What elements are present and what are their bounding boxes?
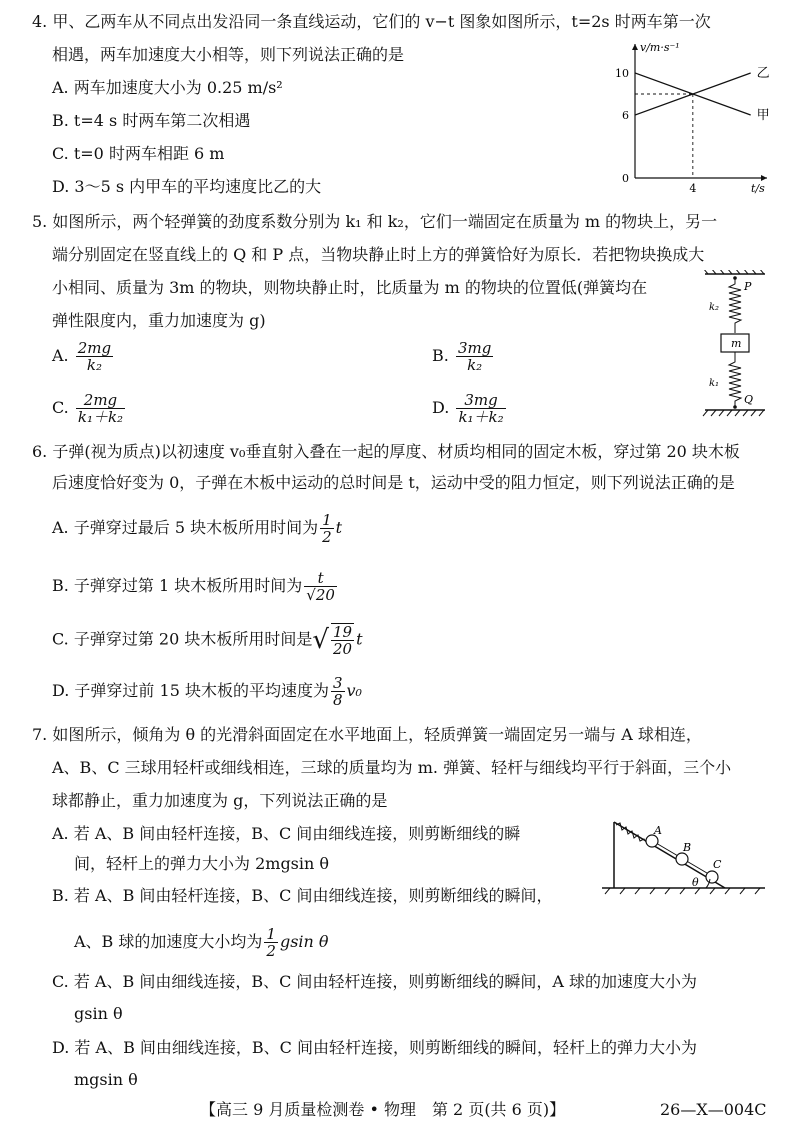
y-axis-label: v/m·s⁻¹ [640,41,680,54]
q4-option-c: C. t=0 时两车相距 6 m [52,144,225,163]
q5-b-den: k₂ [467,356,483,374]
q6-option-c [52,623,363,657]
label-q: Q [744,393,754,406]
q7-b-den: 2 [266,942,276,960]
ball-c [706,871,718,883]
q5-c-den: k₁＋k₂ [77,408,124,426]
q5-d-fraction [456,392,505,425]
q7-b-text: A、B 球的加速度大小均为 [74,932,263,951]
spring-k1 [729,352,741,407]
point-q-dot [733,405,737,409]
q6-c-text: C. 子弹穿过第 20 块木板所用时间是 [52,629,313,649]
q5-a-fraction [76,340,113,373]
q6-d-den: 8 [332,691,343,709]
q6-a-tail: t [335,518,343,537]
q6-d-text: D. 子弹穿过前 15 块木板的平均速度为 [52,681,329,700]
label-theta: θ [692,876,699,889]
x-axis-label: t/s [751,182,765,195]
q7-stem-line3: 球都静止，重力加速度为 g，下列说法正确的是 [52,791,388,810]
sqrt-symbol: √ [312,625,329,655]
q6-option-d [52,675,362,708]
q5-stem-line3: 小相同、质量为 3m 的物块，则物块静止时，比质量为 m 的物块的位置低(弹簧均在 [52,278,648,297]
q6-option-a [52,512,342,545]
q7-option-c-line1: C. 若 A、B 间由细线连接，B、C 间由轻杆连接，则剪断细线的瞬间，A 球的加速度大小为 [52,972,698,991]
q5-d-num: 3mg [456,392,505,409]
q5-option-d [432,392,508,425]
y-axis-arrow [632,44,638,50]
y-tick-label: 0 [622,172,629,185]
q6-a-num: 1 [322,511,332,529]
q6-d-tail: v₀ [346,681,362,700]
q6-c-tail: t [356,629,363,649]
label-a: A [654,824,662,837]
q5-stem-line1: 5. 如图所示，两个轻弹簧的劲度系数分别为 k₁ 和 k₂，它们一端固定在质量为 m 的物块上，另一 [32,212,718,231]
q7-b-tail: gsin θ [279,932,329,951]
q7-option-a-line1: A. 若 A、B 间由轻杆连接，B、C 间由细线连接，则剪断细线的瞬 [52,824,521,843]
q6-c-fraction [331,623,354,657]
series-label: 乙 [756,66,770,81]
q5-a-num: 2mg [77,339,112,357]
q7-b-fraction [264,926,278,959]
y-tick-label: 10 [615,67,629,80]
q4-stem-line2: 相遇，两车加速度大小相等，则下列说法正确的是 [52,45,405,64]
x-tick-label: 4 [689,182,697,195]
q6-a-den: 2 [322,528,332,546]
q6-b-num: t [304,570,337,587]
q7-b-num: 1 [266,925,276,943]
q5-stem-line2: 端分别固定在竖直线上的 Q 和 P 点，当物块静止时上方的弹簧恰好为原长．若把物块换成大 [52,245,705,264]
q6-b-fraction [304,570,337,603]
q6-stem-line1: 6. 子弹(视为质点)以初速度 v₀垂直射入叠在一起的厚度、材质均相同的固定木板，穿过第 20 块木板 [32,442,740,461]
q6-c-num: 19 [332,623,353,641]
q5-b-fraction [456,340,493,373]
q5-option-b [432,340,495,373]
q6-option-b [52,570,339,603]
q5-b-label: B. [432,346,449,365]
footer-code: 26—X—004C [660,1100,767,1119]
q5-stem-line4: 弹性限度内，重力加速度为 g) [52,311,266,330]
q5-d-den: k₁＋k₂ [458,408,504,426]
q5-option-a [52,340,115,373]
label-c: C [713,858,722,871]
q5-c-num: 2mg [76,392,125,409]
label-k2: k₂ [709,302,720,313]
vt-graph [605,36,780,196]
q5-d-label: D. [432,398,450,417]
q5-b-num: 3mg [457,339,492,357]
q4-option-a: A. 两车加速度大小为 0.25 m/s² [52,78,283,97]
q7-option-a-line2: 间，轻杆上的弹力大小为 2mgsin θ [74,854,330,873]
label-k1: k₁ [709,378,720,389]
q5-a-label: A. [52,346,69,365]
q7-option-d-line1: D. 若 A、B 间由细线连接，B、C 间由轻杆连接，则剪断细线的瞬间，轻杆上的弹力大小为 [52,1038,698,1057]
q6-d-fraction [331,675,345,708]
q4-option-b: B. t=4 s 时两车第二次相遇 [52,111,251,130]
q7-option-b-line2 [74,926,329,959]
q5-option-c [52,392,127,425]
q5-c-fraction [76,392,125,425]
q7-option-d-line2: mgsin θ [74,1070,138,1089]
incline-figure [600,808,770,898]
footer-title: 【高三 9 月质量检测卷 • 物理 第 2 页(共 6 页)】 [200,1100,566,1119]
spring-mass-figure [700,270,780,420]
q6-b-text: B. 子弹穿过第 1 块木板所用时间为 [52,576,303,595]
q7-option-b-line1: B. 若 A、B 间由轻杆连接，B、C 间由细线连接，则剪断细线的瞬间， [52,886,553,905]
ball-b [676,853,688,865]
label-m: m [731,337,742,350]
q7-stem-line2: A、B、C 三球用轻杆或细线相连，三球的质量均为 m. 弹簧、轻杆与细线均平行于斜面，三个小 [52,758,732,777]
q5-c-label: C. [52,398,69,417]
q6-a-text: A. 子弹穿过最后 5 块木板所用时间为 [52,518,319,537]
q6-a-fraction [320,512,334,545]
q6-d-num: 3 [332,674,343,692]
x-axis-arrow [761,175,767,181]
q4-option-d: D. 3～5 s 内甲车的平均速度比乙的大 [52,177,322,196]
q7-option-c-line2: gsin θ [74,1004,123,1023]
label-p: P [744,280,752,293]
q4-stem-line1: 4. 甲、乙两车从不同点出发沿同一条直线运动，它们的 v−t 图象如图所示，t=2s 时两车第一次 [32,12,711,31]
series-label: 甲 [756,108,770,123]
floor-hatch [703,410,764,416]
y-tick-label: 6 [622,109,629,122]
q6-b-den: √20 [306,586,335,604]
label-b: B [683,841,692,854]
q6-c-den: 20 [332,640,353,658]
q5-a-den: k₂ [86,356,102,374]
spring-k2 [729,278,741,333]
q6-stem-line2: 后速度恰好变为 0，子弹在木板中运动的总时间是 t，运动中受的阻力恒定，则下列说法正确的是 [52,473,735,492]
ground-hatch [605,888,760,894]
q7-stem-line1: 7. 如图所示，倾角为 θ 的光滑斜面固定在水平地面上，轻质弹簧一端固定另一端与 A 球相连， [32,725,702,744]
